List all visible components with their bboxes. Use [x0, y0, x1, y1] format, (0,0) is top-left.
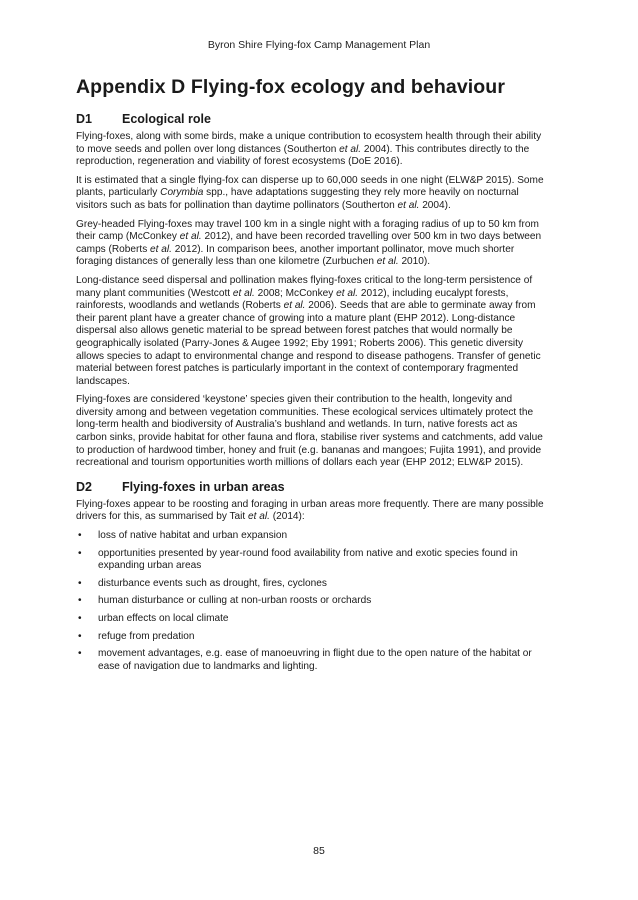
bullet-icon: • [78, 595, 82, 607]
bullet-icon: • [78, 613, 82, 624]
list-item: • movement advantages, e.g. ease of manoeuvring in flight due to the open nature of the habitat or ease of navigation due to landmarks and lighting. [78, 648, 532, 672]
section-d1 [76, 112, 550, 470]
section-heading [76, 112, 550, 126]
page-title: Appendix D Flying-fox ecology and behaviour [76, 76, 506, 98]
list-item: • opportunities presented by year-round food availability from native and exotic species found in expanding urban areas [78, 547, 518, 572]
paragraph: Flying-foxes appear to be roosting and foraging in urban areas more frequently. There are many possible drivers for this, as summarised by Tait et al. (2014): [76, 498, 544, 523]
section-title: Ecological role [122, 112, 211, 126]
document-body [76, 112, 550, 678]
bullet-icon: • [78, 630, 82, 642]
paragraph: It is estimated that a single flying-fox can disperse up to 60,000 seeds in one night (ELW&P 2015). Some plants, particularly Corymbia spp., have adaptations suggesting they rely more heavily on nocturnal visitors such as bats for pollination than daytime pollinators (Southerton et al. 2004). [76, 174, 544, 211]
list-item: • disturbance events such as drought, fires, cyclones [78, 577, 327, 589]
bullet-icon: • [78, 648, 82, 660]
running-header: Byron Shire Flying-fox Camp Management Plan [207, 39, 431, 51]
bullet-icon: • [78, 547, 82, 559]
bullet-list [76, 530, 550, 673]
list-item: • refuge from predation [78, 630, 195, 642]
bullet-icon: • [78, 577, 82, 589]
list-item: • loss of native habitat and urban expansion [78, 530, 288, 542]
page-number: 85 [313, 845, 325, 857]
bullet-icon: • [78, 530, 82, 542]
section-d2 [76, 480, 550, 674]
paragraph: Long-distance seed dispersal and pollination makes flying-foxes critical to the long-term persistence of many plant communities (Westcott et al. 2008; McConkey et al. 2012), including eucalypt forests, rainforests, woodlands and wetlands (Roberts et al. 2006). Seeds that are able to germinate away from their parent plant have a greater chance of growing into a mature plant (EHP 2012). Long-distance dispersal also allows genetic material to be spread between forest patches that would normally be geographically isolated (Parry-Jones & Augee 1992; Eby 1991; Roberts 2006). This genetic diversity allows species to adapt to environmental change and respond to disease pathogens. Transfer of genetic material between forest patches is particularly important in the context of contemporary fragmented landscapes. [76, 274, 541, 387]
section-heading [76, 480, 550, 494]
section-number: D1 [76, 112, 92, 126]
section-number: D2 [76, 479, 92, 494]
list-item: • urban effects on local climate [78, 613, 229, 624]
section-title: Flying-foxes in urban areas [122, 479, 285, 494]
list-item: • human disturbance or culling at non-urban roosts or orchards [78, 595, 372, 607]
paragraph: Flying-foxes are considered ‘keystone’ species given their contribution to the health, longevity and diversity among and between vegetation communities. These ecological services ultimately protect the long-term health and biodiversity of Australia’s bushland and wetlands. In turn, native forests act as carbon sinks, provide habitat for other fauna and flora, stabilise river systems and catchments, add value to production of hardwood timber, honey and fruit (e.g. bananas and mangoes; Fujita 1991), and provide recreational and tourism opportunities worth millions of dollars each year (EHP 2012; ELW&P 2015). [76, 394, 543, 469]
paragraph: Flying-foxes, along with some birds, make a unique contribution to ecosystem health through their ability to move seeds and pollen over long distances (Southerton et al. 2004). This contributes directly to the reproduction, regeneration and viability of forest ecosystems (DoE 2016). [76, 131, 542, 168]
paragraph: Grey-headed Flying-foxes may travel 100 km in a single night with a foraging radius of up to 50 km from their camp (McConkey et al. 2012), and have been recorded travelling over 500 km in two days between camps (Roberts et al. 2012). In comparison bees, another important pollinator, move much shorter foraging distances of generally less than one kilometre (Zurbuchen et al. 2010). [76, 218, 542, 268]
